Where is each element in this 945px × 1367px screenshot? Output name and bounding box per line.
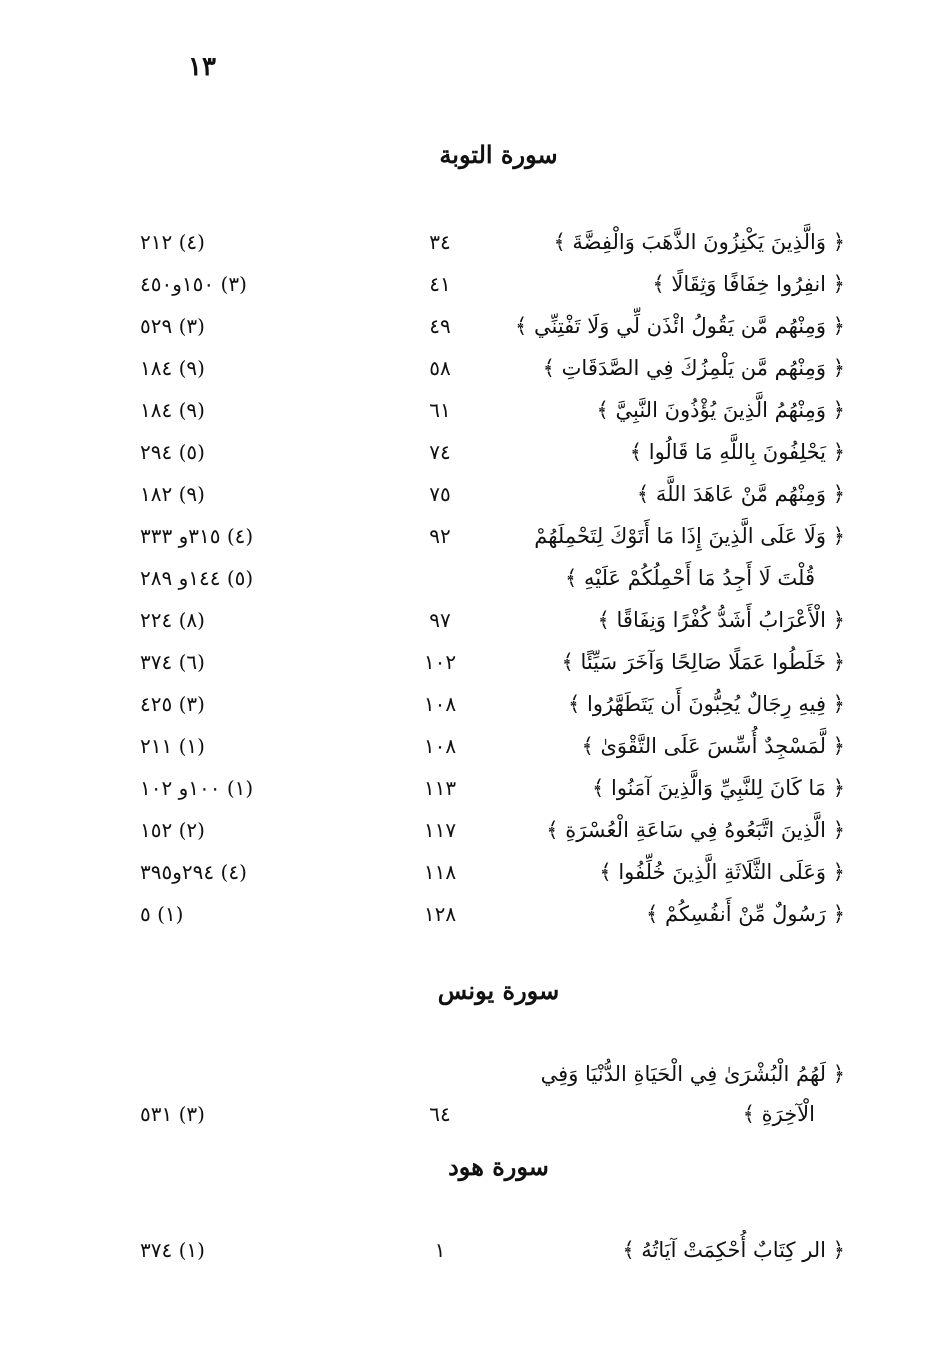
ayah-number: ١١٧ [423,818,457,842]
page-reference: (٤) ٣١٥و ٣٣٣ [140,524,254,548]
verse-text: ﴿ خَلَطُوا عَمَلًا صَالِحًا وَآخَرَ سَيِّئًا ﴾ [561,650,845,674]
verse-text: ﴿ وَالَّذِينَ يَكْنِزُونَ الذَّهَبَ وَالْفِضَّةَ ﴾ [553,230,845,254]
ayah-number: ١٢٨ [423,902,457,926]
verse-text: قُلْتَ لَا أَجِدُ مَا أَحْمِلُكُمْ عَلَيْهِ ﴾ [565,566,815,590]
index-entry-row [0,1094,945,1134]
verse-text: ﴿ وَلَا عَلَى الَّذِينَ إِذَا مَا أَتَوْكَ لِتَحْمِلَهُمْ [534,524,845,548]
index-entry-row [0,768,945,808]
index-entry-row [0,390,945,430]
surah-title-tawba: سورة التوبة [439,140,558,169]
verse-text: ﴿ وَمِنْهُم مَّن يَلْمِزُكَ فِي الصَّدَقَاتِ ﴾ [542,356,845,380]
index-entry-row [0,852,945,892]
page-reference: (١) ٢١١ [140,734,205,758]
ayah-number: ١٠٨ [423,692,457,716]
page-reference: (١) ٥ [140,902,184,926]
ayah-number: ١ [434,1238,446,1262]
verse-text: ﴿ فِيهِ رِجَالٌ يُحِبُّونَ أَن يَتَطَهَّرُوا ﴾ [568,692,845,716]
page-reference: (٩) ١٨٤ [140,398,205,422]
index-entry-row [0,516,945,556]
index-entry-row [0,600,945,640]
verse-text: الْآخِرَةِ ﴾ [742,1102,815,1126]
verse-text: ﴿ وَمِنْهُم مَّنْ عَاهَدَ اللَّهَ ﴾ [636,482,845,506]
verse-text: ﴿ لَهُمُ الْبُشْرَىٰ فِي الْحَيَاةِ الدُّنْيَا وَفِي [540,1062,845,1086]
ayah-number: ٧٥ [429,482,451,506]
ayah-number: ١١٣ [423,776,457,800]
ayah-number: ٤١ [429,272,451,296]
verse-text: ﴿ الر كِتَابٌ أُحْكِمَتْ آيَاتُهُ ﴾ [622,1238,845,1262]
page-reference: (٩) ١٨٤ [140,356,205,380]
verse-text: ﴿ لَّمَسْجِدٌ أُسِّسَ عَلَى التَّقْوَىٰ ﴾ [581,734,845,758]
index-entry-row [0,348,945,388]
page-reference: (٩) ١٨٢ [140,482,205,506]
index-entry-row [0,810,945,850]
verse-text: ﴿ الْأَعْرَابُ أَشَدُّ كُفْرًا وَنِفَاقًا ﴾ [597,608,845,632]
page-reference: (٥) ١٤٤و ٢٨٩ [140,566,254,590]
page-reference: (١) ١٠٠و ١٠٢ [140,776,254,800]
ayah-number: ٦٤ [429,1102,451,1126]
page-number: ١٣ [188,52,216,82]
page-reference: (٨) ٢٢٤ [140,608,205,632]
ayah-number: ٧٤ [429,440,451,464]
page-reference: (٥) ٢٩٤ [140,440,205,464]
surah-title-hud: سورة هود [448,1152,549,1181]
index-entry-row [0,222,945,262]
verse-text: ﴿ رَسُولٌ مِّنْ أَنفُسِكُمْ ﴾ [646,902,845,926]
index-entry-row [0,894,945,934]
index-entry-row [0,642,945,682]
index-entry-row [0,306,945,346]
verse-text: ﴿ انفِرُوا خِفَافًا وَثِقَالًا ﴾ [652,272,845,296]
page-reference: (٣) ٥٢٩ [140,314,205,338]
index-entry-row [0,1054,945,1094]
index-entry-row [0,726,945,766]
verse-text: ﴿ وَمِنْهُمُ الَّذِينَ يُؤْذُونَ النَّبِيَّ ﴾ [596,398,845,422]
index-entry-row [0,474,945,514]
page-reference: (٤) ٢١٢ [140,230,205,254]
index-entry-row [0,264,945,304]
index-entry-row [0,432,945,472]
page-reference: (٦) ٣٧٤ [140,650,205,674]
surah-title-yunus: سورة يونس [437,976,560,1005]
index-entry-row [0,684,945,724]
page-reference: (٢) ١٥٢ [140,818,205,842]
verse-text: ﴿ وَعَلَى الثَّلَاثَةِ الَّذِينَ خُلِّفُوا ﴾ [599,860,845,884]
ayah-number: ٣٤ [429,230,451,254]
verse-text: ﴿ مَا كَانَ لِلنَّبِيِّ وَالَّذِينَ آمَنُوا ﴾ [592,776,845,800]
ayah-number: ١٠٨ [423,734,457,758]
ayah-number: ٩٢ [429,524,451,548]
verse-text: ﴿ وَمِنْهُم مَّن يَقُولُ ائْذَن لِّي وَلَا تَفْتِنِّي ﴾ [515,314,845,338]
page-reference: (٣) ٥٣١ [140,1102,205,1126]
index-entry-row [0,558,945,598]
verse-text: ﴿ الَّذِينَ اتَّبَعُوهُ فِي سَاعَةِ الْعُسْرَةِ ﴾ [546,818,845,842]
page-reference: (١) ٣٧٤ [140,1238,205,1262]
page-reference: (٤) ٢٩٤و٣٩٥ [140,860,247,884]
ayah-number: ٩٧ [429,608,451,632]
ayah-number: ٤٩ [429,314,451,338]
ayah-number: ١٠٢ [423,650,457,674]
verse-text: ﴿ يَحْلِفُونَ بِاللَّهِ مَا قَالُوا ﴾ [629,440,845,464]
ayah-number: ١١٨ [423,860,457,884]
ayah-number: ٦١ [429,398,451,422]
ayah-number: ٥٨ [429,356,451,380]
index-entry-row [0,1230,945,1270]
page-reference: (٣) ١٥٠و٤٥٠ [140,272,247,296]
page-reference: (٣) ٤٢٥ [140,692,205,716]
